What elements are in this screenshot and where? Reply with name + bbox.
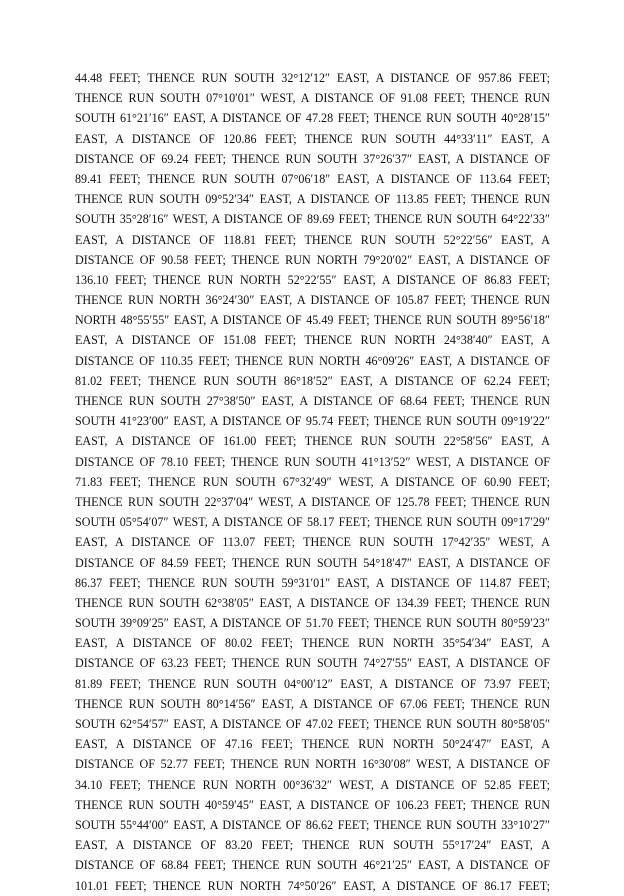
text-line: NORTH 48°55′55″ EAST, A DISTANCE OF 45.49 FEET; THENCE RUN SOUTH 89°56′18″ — [75, 313, 550, 328]
text-line: DISTANCE OF 110.35 FEET; THENCE RUN NORTH 46°09′26″ EAST, A DISTANCE OF — [75, 353, 550, 368]
text-line: DISTANCE OF 52.77 FEET; THENCE RUN NORTH 16°30′08″ WEST, A DISTANCE OF — [75, 757, 550, 772]
text-line: 71.83 FEET; THENCE RUN SOUTH 67°32′49″ WEST, A DISTANCE OF 60.90 FEET; — [75, 474, 550, 489]
text-line: SOUTH 39°09′25″ EAST, A DISTANCE OF 51.70 FEET; THENCE RUN SOUTH 80°59′23″ — [75, 616, 550, 631]
text-line: SOUTH 05°54′07″ WEST, A DISTANCE OF 58.17 FEET; THENCE RUN SOUTH 09°17′29″ — [75, 515, 550, 530]
text-line: DISTANCE OF 68.84 FEET; THENCE RUN SOUTH 46°21′25″ EAST, A DISTANCE OF — [75, 858, 550, 873]
text-line: SOUTH 62°54′57″ EAST, A DISTANCE OF 47.02 FEET; THENCE RUN SOUTH 80°58′05″ — [75, 717, 550, 731]
text-line: THENCE RUN SOUTH 80°14′56″ EAST, A DISTANCE OF 67.06 FEET; THENCE RUN — [75, 696, 550, 711]
text-line: THENCE RUN NORTH 36°24′30″ EAST, A DISTANCE OF 105.87 FEET; THENCE RUN — [75, 293, 550, 308]
legal-description-text-block — [75, 68, 550, 896]
text-line: EAST, A DISTANCE OF 118.81 FEET; THENCE RUN SOUTH 52°22′56″ EAST, A — [75, 232, 550, 247]
text-line: DISTANCE OF 78.10 FEET; THENCE RUN SOUTH 41°13′52″ WEST, A DISTANCE OF — [75, 454, 550, 469]
text-line: 86.37 FEET; THENCE RUN SOUTH 59°31′01″ EAST, A DISTANCE OF 114.87 FEET; — [75, 575, 550, 590]
text-line: DISTANCE OF 69.24 FEET; THENCE RUN SOUTH 37°26′37″ EAST, A DISTANCE OF — [75, 151, 550, 166]
text-line: EAST, A DISTANCE OF 47.16 FEET; THENCE RUN NORTH 50°24′47″ EAST, A — [75, 737, 550, 752]
text-line: SOUTH 61°21′16″ EAST, A DISTANCE OF 47.28 FEET; THENCE RUN SOUTH 40°28′15″ — [75, 111, 550, 126]
text-line: THENCE RUN SOUTH 09°52′34″ EAST, A DISTANCE OF 113.85 FEET; THENCE RUN — [75, 192, 550, 207]
text-line: EAST, A DISTANCE OF 151.08 FEET; THENCE RUN NORTH 24°38′40″ EAST, A — [75, 333, 550, 348]
text-line: EAST, A DISTANCE OF 120.86 FEET; THENCE RUN SOUTH 44°33′11″ EAST, A — [75, 131, 550, 146]
text-line: 136.10 FEET; THENCE RUN NORTH 52°22′55″ EAST, A DISTANCE OF 86.83 FEET; — [75, 272, 550, 287]
text-line: 34.10 FEET; THENCE RUN NORTH 00°36′32″ WEST, A DISTANCE OF 52.85 FEET; — [75, 777, 550, 792]
text-line: SOUTH 41°23′00″ EAST, A DISTANCE OF 95.74 FEET; THENCE RUN SOUTH 09°19′22″ — [75, 414, 550, 429]
text-line: DISTANCE OF 84.59 FEET; THENCE RUN SOUTH 54°18′47″ EAST, A DISTANCE OF — [75, 555, 550, 570]
text-line: EAST, A DISTANCE OF 113.07 FEET; THENCE RUN SOUTH 17°42′35″ WEST, A — [75, 535, 550, 550]
text-line: EAST, A DISTANCE OF 161.00 FEET; THENCE RUN SOUTH 22°58′56″ EAST, A — [75, 434, 550, 449]
text-line: THENCE RUN SOUTH 22°37′04″ WEST, A DISTANCE OF 125.78 FEET; THENCE RUN — [75, 494, 550, 509]
text-line: THENCE RUN SOUTH 62°38′05″ EAST, A DISTANCE OF 134.39 FEET; THENCE RUN — [75, 595, 550, 610]
text-line: 44.48 FEET; THENCE RUN SOUTH 32°12′12″ EAST, A DISTANCE OF 957.86 FEET; — [75, 71, 550, 85]
text-line: EAST, A DISTANCE OF 83.20 FEET; THENCE RUN SOUTH 55°17′24″ EAST, A — [75, 838, 550, 853]
text-line: 89.41 FEET; THENCE RUN SOUTH 07°06′18″ EAST, A DISTANCE OF 113.64 FEET; — [75, 171, 550, 186]
text-line: SOUTH 55°44′00″ EAST, A DISTANCE OF 86.62 FEET; THENCE RUN SOUTH 33°10′27″ — [75, 817, 550, 832]
text-line: SOUTH 35°28′16″ WEST, A DISTANCE OF 89.69 FEET; THENCE RUN SOUTH 64°22′33″ — [75, 212, 550, 227]
text-line: THENCE RUN SOUTH 27°38′50″ EAST, A DISTANCE OF 68.64 FEET; THENCE RUN — [75, 394, 550, 408]
text-line: THENCE RUN SOUTH 40°59′45″ EAST, A DISTANCE OF 106.23 FEET; THENCE RUN — [75, 797, 550, 812]
text-line: 81.02 FEET; THENCE RUN SOUTH 86°18′52″ EAST, A DISTANCE OF 62.24 FEET; — [75, 373, 550, 388]
text-line: 101.01 FEET; THENCE RUN NORTH 74°50′26″ EAST, A DISTANCE OF 86.17 FEET; — [75, 878, 550, 893]
text-line: DISTANCE OF 90.58 FEET; THENCE RUN NORTH 79°20′02″ EAST, A DISTANCE OF — [75, 252, 550, 267]
text-line: THENCE RUN SOUTH 07°10′01″ WEST, A DISTANCE OF 91.08 FEET; THENCE RUN — [75, 91, 550, 106]
text-line: 81.89 FEET; THENCE RUN SOUTH 04°00′12″ EAST, A DISTANCE OF 73.97 FEET; — [75, 676, 550, 691]
text-line: EAST, A DISTANCE OF 80.02 FEET; THENCE RUN NORTH 35°54′34″ EAST, A — [75, 636, 550, 651]
text-line: DISTANCE OF 63.23 FEET; THENCE RUN SOUTH 74°27′55″ EAST, A DISTANCE OF — [75, 656, 550, 671]
